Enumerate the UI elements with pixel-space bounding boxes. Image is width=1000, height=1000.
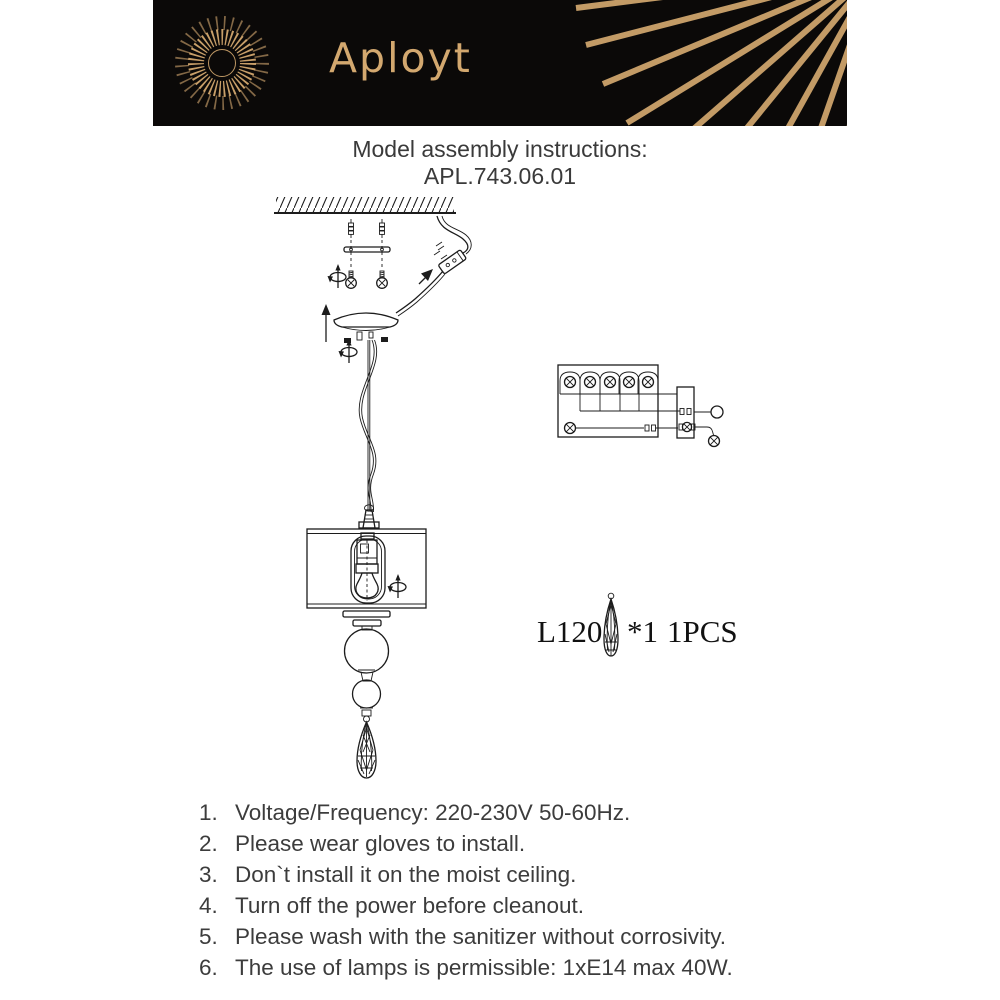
brand-logo: Aployt [329, 34, 472, 82]
diffuser-plate [343, 611, 390, 630]
ceiling-hatch [274, 197, 456, 213]
model-number: APL.743.06.01 [423, 163, 577, 189]
cord-grip [359, 505, 379, 528]
screws [346, 271, 388, 288]
brand-sunburst-icon [182, 23, 262, 103]
instruction-item [153, 921, 853, 952]
instruction-number: 2. [199, 831, 218, 856]
instruction-item [153, 859, 853, 890]
connect-arrow-icon [419, 269, 433, 284]
instructions-list [153, 797, 853, 983]
instruction-item [153, 890, 853, 921]
instruction-number: 1. [199, 800, 218, 825]
glass-sphere-large [345, 629, 389, 681]
instruction-text: Please wash with the sanitizer without corrosivity. [235, 924, 727, 949]
header-banner [153, 0, 847, 126]
canopy [334, 313, 398, 343]
instruction-text: Please wear gloves to install. [235, 831, 526, 856]
instruction-text: The use of lamps is permissible: 1xE14 max 40W. [235, 955, 733, 980]
wiring-diagram [558, 365, 723, 447]
suspension-cable [359, 340, 377, 512]
instruction-text: Turn off the power before cleanout. [235, 893, 584, 918]
part-quantity: *1 [627, 614, 658, 649]
glass-sphere-small [353, 680, 381, 722]
part-code: L120 [537, 614, 603, 649]
part-pcs: 1PCS [667, 614, 738, 649]
assembly-diagram [150, 188, 850, 800]
instruction-item [153, 797, 853, 828]
instruction-text: Don`t install it on the moist ceiling. [235, 862, 577, 887]
page-title: Model assembly instructions: [352, 136, 648, 162]
instruction-text: Voltage/Frequency: 220-230V 50-60Hz. [235, 800, 631, 825]
wall-anchors [349, 219, 385, 269]
instruction-item [153, 952, 853, 983]
lift-arrow-icon [322, 304, 331, 342]
instruction-number: 5. [199, 924, 218, 949]
instruction-number: 3. [199, 862, 218, 887]
instruction-number: 6. [199, 955, 218, 980]
crystal-drop [357, 722, 376, 778]
mounting-bracket [344, 247, 390, 252]
wire-connector [438, 250, 466, 274]
rotation-arrow-icon [328, 264, 347, 288]
crystal-pendant-icon [598, 592, 624, 664]
canopy-wire [396, 271, 445, 316]
title-block [153, 136, 847, 189]
instruction-item [153, 828, 853, 859]
rotation-arrow-icon [339, 339, 358, 363]
lampshade [307, 529, 426, 608]
power-cable [434, 216, 471, 259]
rotation-arrow-icon [388, 574, 407, 598]
instruction-number: 4. [199, 893, 218, 918]
